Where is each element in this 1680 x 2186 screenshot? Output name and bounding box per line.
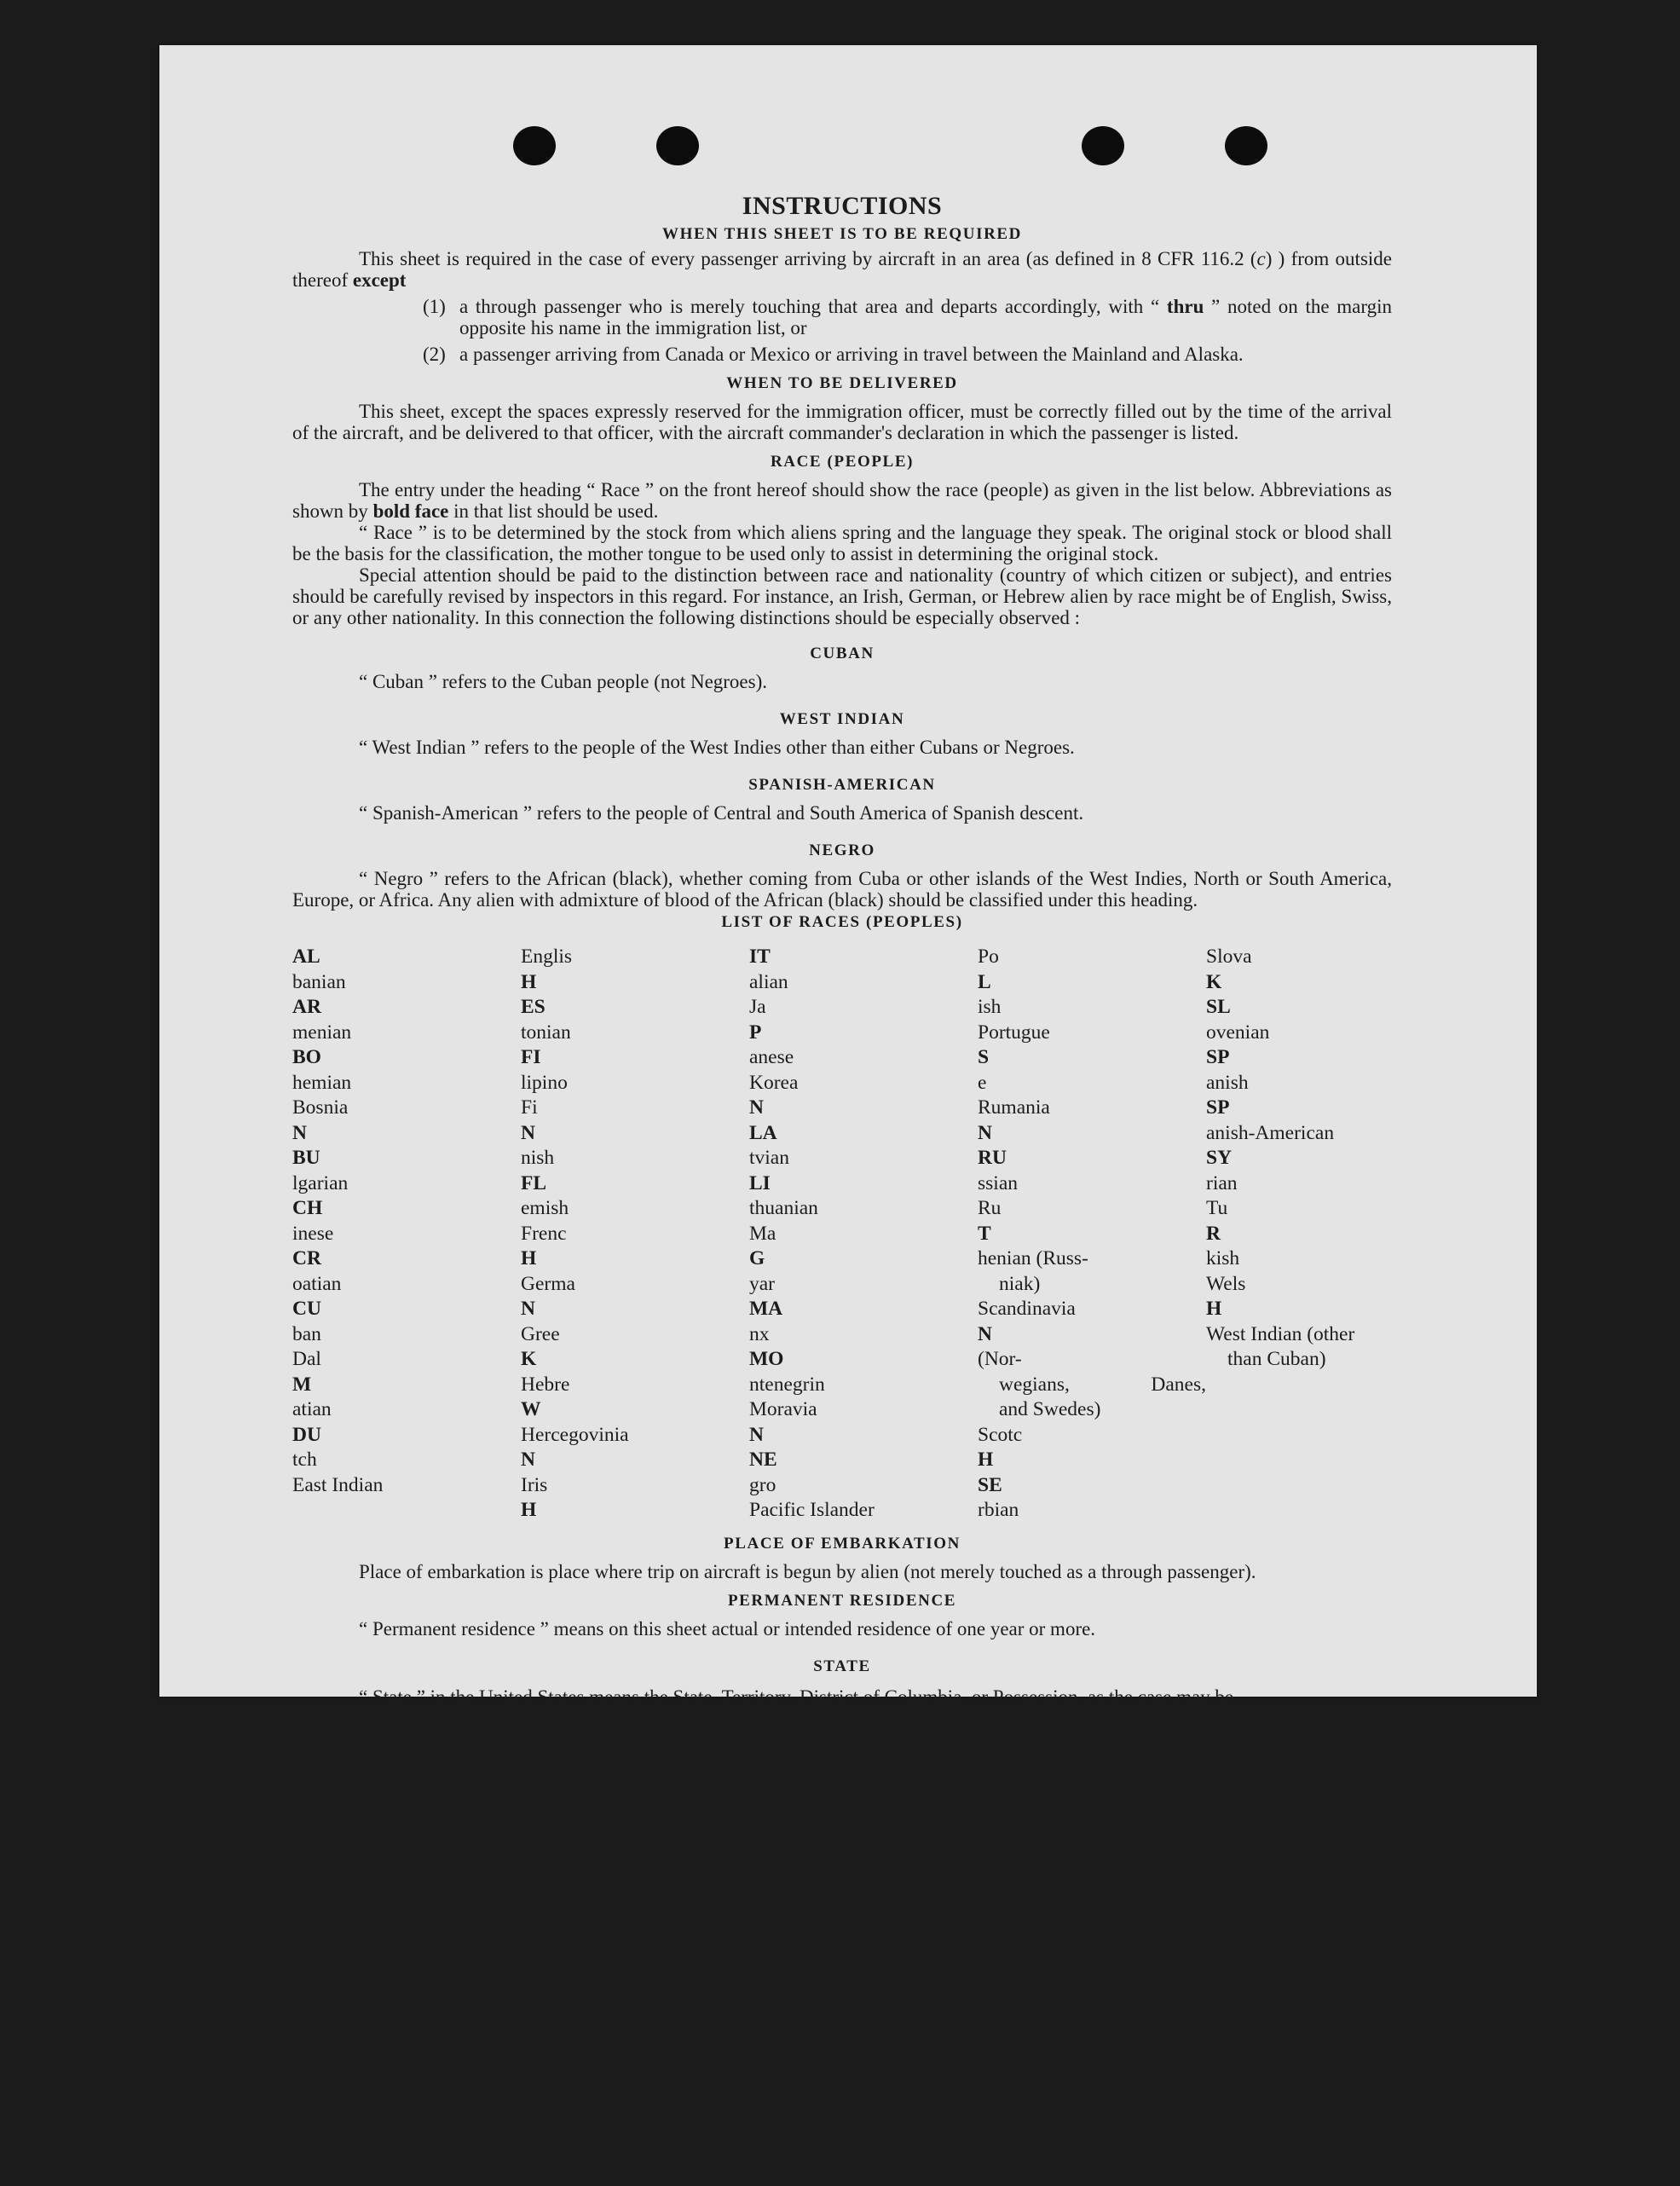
race-entry: Rumania N <box>978 1096 1050 1144</box>
race-entry: BU lgarian <box>292 1147 349 1194</box>
race-entry: Hercegovinia N <box>521 1423 629 1471</box>
race-entry: Wels H <box>1206 1272 1246 1320</box>
instructions-content <box>292 149 1392 1711</box>
heading-cuban: CUBAN <box>810 645 875 662</box>
race-entry: NE gro <box>749 1449 777 1496</box>
race-entry: niak) <box>999 1272 1041 1295</box>
race-entry: Fi N nish <box>521 1096 555 1169</box>
race-entry: Bosnia N <box>292 1096 349 1144</box>
race-entry: LI thuanian <box>749 1171 818 1219</box>
heading-permanent-residence: PERMANENT RESIDENCE <box>727 1591 957 1610</box>
race-entry: Slova K <box>1206 946 1252 993</box>
heading-when-required: WHEN THIS SHEET IS TO BE REQUIRED <box>661 225 1023 243</box>
heading-list-of-races: LIST OF RACES (PEOPLES) <box>721 913 963 931</box>
embarkation-text: Place of embarkation is place where trip on aircraft is begun by alien (not merely touched as a through passenger). <box>359 1560 1256 1582</box>
races-column <box>749 945 978 1524</box>
race-paragraph: Special attention should be paid to the distinction between race and nationality (country of which citizen or subject), and entries should be carefully revised by inspectors in this regard. For instance, an Irish, German, or Hebrew alien by race might be of English, Swiss, or any other nationality. In this connection the following distinctions should be especially observed : <box>292 564 1392 628</box>
race-entry: FL emish <box>521 1171 569 1219</box>
race-paragraph: The entry under the heading “ Race ” on the front hereof should show the race (people) as given in the list below. Abbreviations as shown by bold face in that list should be used. <box>292 479 1392 522</box>
race-entry: Tu R kish <box>1206 1197 1240 1269</box>
races-column <box>292 945 521 1524</box>
race-entry: Dal M atian <box>292 1348 332 1420</box>
race-entry: Germa N <box>521 1272 575 1320</box>
race-entry: RU ssian <box>978 1147 1018 1194</box>
race-entry: Scotc H <box>978 1423 1023 1471</box>
race-entry: MA nx <box>749 1298 783 1345</box>
race-entry: Portugue S e <box>978 1021 1050 1094</box>
race-entry: Scandinavia N (Nor- <box>978 1298 1076 1370</box>
race-entry: and Swedes) <box>999 1398 1101 1420</box>
heading-when-delivered: WHEN TO BE DELIVERED <box>726 374 958 392</box>
race-entry: Gree K <box>521 1322 560 1370</box>
page-title: INSTRUCTIONS <box>742 192 943 220</box>
race-entry: East Indian <box>292 1473 384 1496</box>
list-item: (2) a passenger arriving from Canada or Mexico or arriving in travel between the Mainland and Alaska. <box>423 344 1244 365</box>
heading-race: RACE (PEOPLE) <box>770 453 915 471</box>
race-entry: CR oatian <box>292 1247 342 1295</box>
race-entry: LA tvian <box>749 1121 789 1169</box>
race-entry: SY rian <box>1206 1147 1238 1194</box>
races-list <box>292 945 1392 1524</box>
heading-west-indian: WEST INDIAN <box>779 710 905 728</box>
races-column <box>1206 945 1392 1524</box>
race-entry: CH inese <box>292 1197 334 1245</box>
cuban-text: “ Cuban ” refers to the Cuban people (not Negroes). <box>359 671 768 692</box>
race-entry: MO ntenegrin <box>749 1348 825 1396</box>
race-entry: SE rbian <box>978 1473 1019 1521</box>
race-entry: AL banian <box>292 946 346 993</box>
when-delivered-text: This sheet, except the spaces expressly reserved for the immigration officer, must be correctly filled out by the time of the arrival of the aircraft, and be delivered to that officer, with the aircraft commander's declaration in which the passenger is listed. <box>292 401 1392 443</box>
race-entry: Hebre W <box>521 1373 570 1420</box>
race-entry: SP anish-American <box>1206 1096 1335 1144</box>
race-entry: West Indian (other <box>1206 1322 1355 1345</box>
race-entry: CU ban <box>292 1298 321 1345</box>
race-entry: AR menian <box>292 996 352 1044</box>
heading-state: STATE <box>813 1657 871 1675</box>
race-entry: Ma G yar <box>749 1222 776 1295</box>
heading-negro: NEGRO <box>809 841 875 859</box>
race-entry: FI lipino <box>521 1046 568 1094</box>
race-entry: IT alian <box>749 946 788 993</box>
race-entry: Ja P anese <box>749 996 794 1068</box>
race-entry: Po L ish <box>978 946 1002 1018</box>
race-entry: Korea N <box>749 1071 799 1119</box>
heading-spanish-american: SPANISH-AMERICAN <box>748 776 936 794</box>
state-text: “ State ” in the United States means the State, Territory, District of Columbia, or Possession, as the case may be. <box>359 1686 1238 1708</box>
races-column <box>978 945 1206 1524</box>
west-indian-text: “ West Indian ” refers to the people of the West Indies other than either Cubans or Negroes. <box>359 737 1075 758</box>
race-entry: wegians, Danes, <box>999 1373 1206 1396</box>
race-entry: ES tonian <box>521 996 571 1044</box>
when-required-intro: This sheet is required in the case of every passenger arriving by aircraft in an area (as defined in 8 CFR 116.2 (c) ) from outside thereof except <box>292 248 1392 291</box>
document-sheet <box>159 45 1537 1708</box>
race-entry: SP anish <box>1206 1046 1249 1094</box>
race-entry: DU tch <box>292 1423 321 1471</box>
race-entry: Iris H <box>521 1473 548 1521</box>
negro-text: “ Negro ” refers to the African (black), whether coming from Cuba or other islands of the West Indies, North or South America, Europe, or Africa. Any alien with admixture of blood of the African (black) should be classified under this heading. <box>292 868 1392 911</box>
race-entry: SL ovenian <box>1206 996 1270 1044</box>
race-entry: Pacific Islander <box>749 1499 875 1521</box>
heading-embarkation: PLACE OF EMBARKATION <box>724 1534 961 1553</box>
races-column <box>521 945 749 1524</box>
race-entry: Moravia N <box>749 1398 817 1446</box>
race-entry: Ru T henian (Russ- <box>978 1197 1088 1269</box>
race-entry: Frenc H <box>521 1222 567 1269</box>
race-entry: than Cuban) <box>1227 1348 1326 1370</box>
residence-text: “ Permanent residence ” means on this sheet actual or intended residence of one year or more. <box>359 1617 1096 1640</box>
race-entry: Englis H <box>521 946 573 993</box>
spanish-american-text: “ Spanish-American ” refers to the people of Central and South America of Spanish descent. <box>359 802 1084 824</box>
race-paragraph: “ Race ” is to be determined by the stock from which aliens spring and the language they speak. The original stock or blood shall be the basis for the classification, the mother tongue to be used only to assist in determining the original stock. <box>292 522 1392 564</box>
race-entry: BO hemian <box>292 1046 352 1094</box>
list-item: (1) a through passenger who is merely touching that area and departs accordingly, with “ thru ” noted on the margin opposite his name in the immigration list, or <box>423 296 1393 338</box>
